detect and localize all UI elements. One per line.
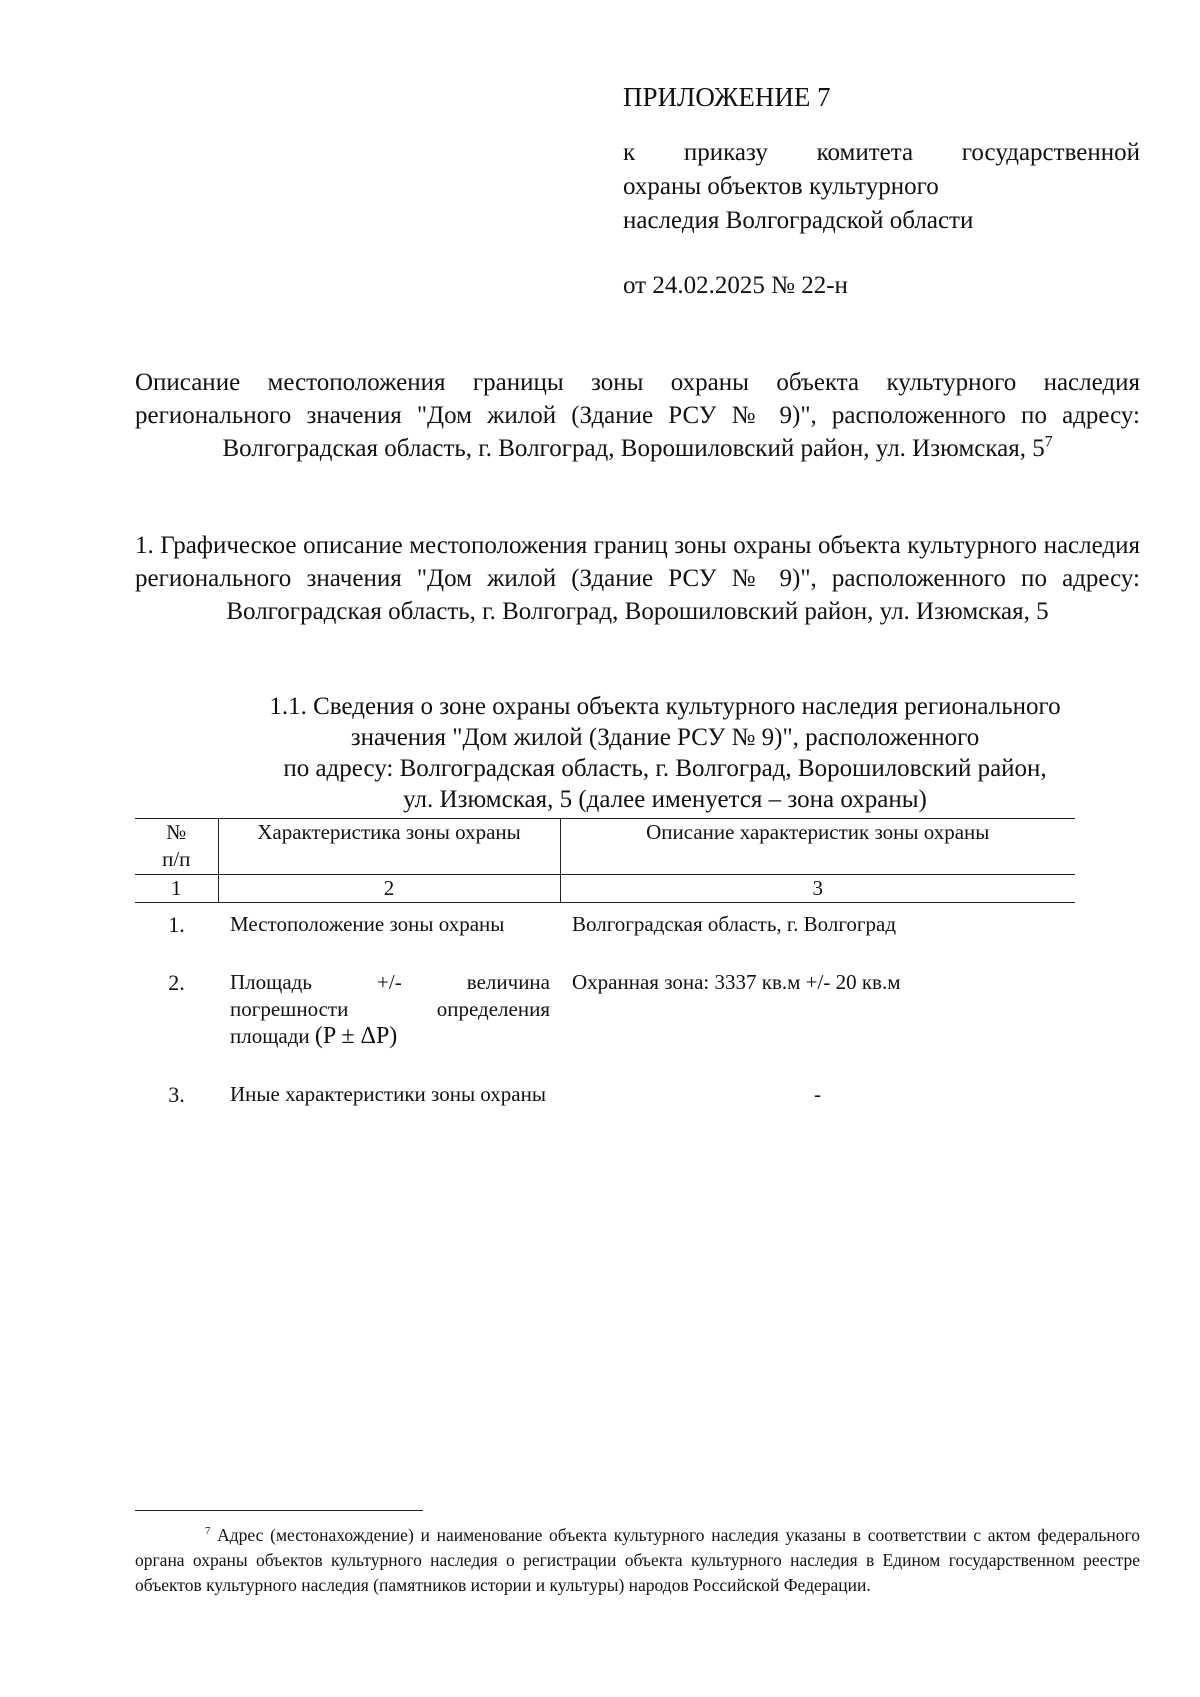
section-1-1-heading — [190, 691, 1140, 815]
order-reference-line-2: охраны объектов культурного — [623, 173, 939, 200]
order-reference — [623, 136, 1140, 238]
header-num — [135, 819, 218, 875]
footnote-mark: 7 — [205, 1525, 211, 1538]
section-1-heading: 1. Графическое описание местоположения границ зоны охраны объекта культурного наследия регионального значения "Дом жилой (Здание РСУ № 9)", расположенного по адресу: Волгоградская область, г. Волгоград, Ворошиловский район, ул. Изюмская, 5 — [135, 532, 1140, 625]
description-title — [135, 366, 1140, 465]
row-characteristic: Местоположение зоны охраны — [230, 912, 505, 936]
area-formula: (P ± ΔP) — [314, 1022, 398, 1049]
header-num-line2: п/п — [162, 847, 191, 871]
footnote-separator — [135, 1510, 423, 1511]
row-number: 3. — [168, 1081, 185, 1107]
table-header-row — [135, 819, 1075, 875]
section-1-1-line: по адресу: Волгоградская область, г. Волгоград, Ворошиловский район, — [283, 755, 1047, 782]
footnote-text: Адрес (местонахождение) и наименование объекта культурного наследия указаны в соответствии с актом федерального органа охраны объектов культурного наследия о регистрации объекта культурного наследия в Едином государственном реестре объектов культурного наследия (памятников истории и культуры) народов Российской Федерации. — [135, 1525, 1140, 1595]
order-reference-line-3: наследия Волгоградской области — [623, 207, 974, 234]
order-ref-word: государственной — [961, 139, 1140, 166]
zone-info-table — [135, 818, 1075, 1108]
row-characteristic — [218, 961, 560, 1073]
description-title-text: Описание местоположения границы зоны охраны объекта культурного наследия регионального значения "Дом жилой (Здание РСУ № 9)", расположенного по адресу: Волгоградская область, г. Волгоград, Ворошиловский район, ул. Изюмская, 5 — [135, 369, 1140, 462]
footnote — [135, 1523, 1140, 1598]
row-value: Охранная зона: 3337 кв.м +/- 20 кв.м — [572, 969, 901, 994]
header-characteristic: Характеристика зоны охраны — [218, 819, 560, 875]
footnote-reference[interactable]: 7 — [1044, 433, 1053, 451]
row-characteristic-text: Площадь +/- величина погрешности определения площади — [230, 969, 550, 1048]
column-number: 3 — [560, 875, 1075, 903]
row-number: 1. — [168, 912, 185, 937]
row-value: Волгоградская область, г. Волгоград — [572, 912, 897, 936]
order-ref-word: к — [623, 139, 636, 166]
row-characteristic: Иные характеристики зоны охраны — [230, 1081, 546, 1106]
order-ref-word: приказу — [683, 139, 768, 166]
order-ref-word: комитета — [816, 139, 914, 166]
column-number: 2 — [218, 875, 560, 903]
row-number: 2. — [168, 969, 185, 995]
table-row — [135, 961, 1075, 1073]
order-date: от 24.02.2025 № 22-н — [623, 272, 848, 299]
section-1-1-line: 1.1. Сведения о зоне охраны объекта культурного наследия регионального — [269, 693, 1061, 720]
table-column-numbers-row — [135, 875, 1075, 903]
table-row — [135, 1073, 1075, 1108]
appendix-title: ПРИЛОЖЕНИЕ 7 — [623, 82, 831, 112]
table-row — [135, 903, 1075, 961]
row-value: - — [814, 1081, 821, 1106]
column-number: 1 — [135, 875, 218, 903]
header-num-line1: № — [166, 820, 187, 844]
header-description: Описание характеристик зоны охраны — [560, 819, 1075, 875]
order-reference-line-1 — [623, 136, 1140, 170]
section-1-1-line: ул. Изюмская, 5 (далее именуется – зона охраны) — [403, 786, 927, 813]
section-1-1-line: значения "Дом жилой (Здание РСУ № 9)", расположенного — [350, 724, 980, 751]
